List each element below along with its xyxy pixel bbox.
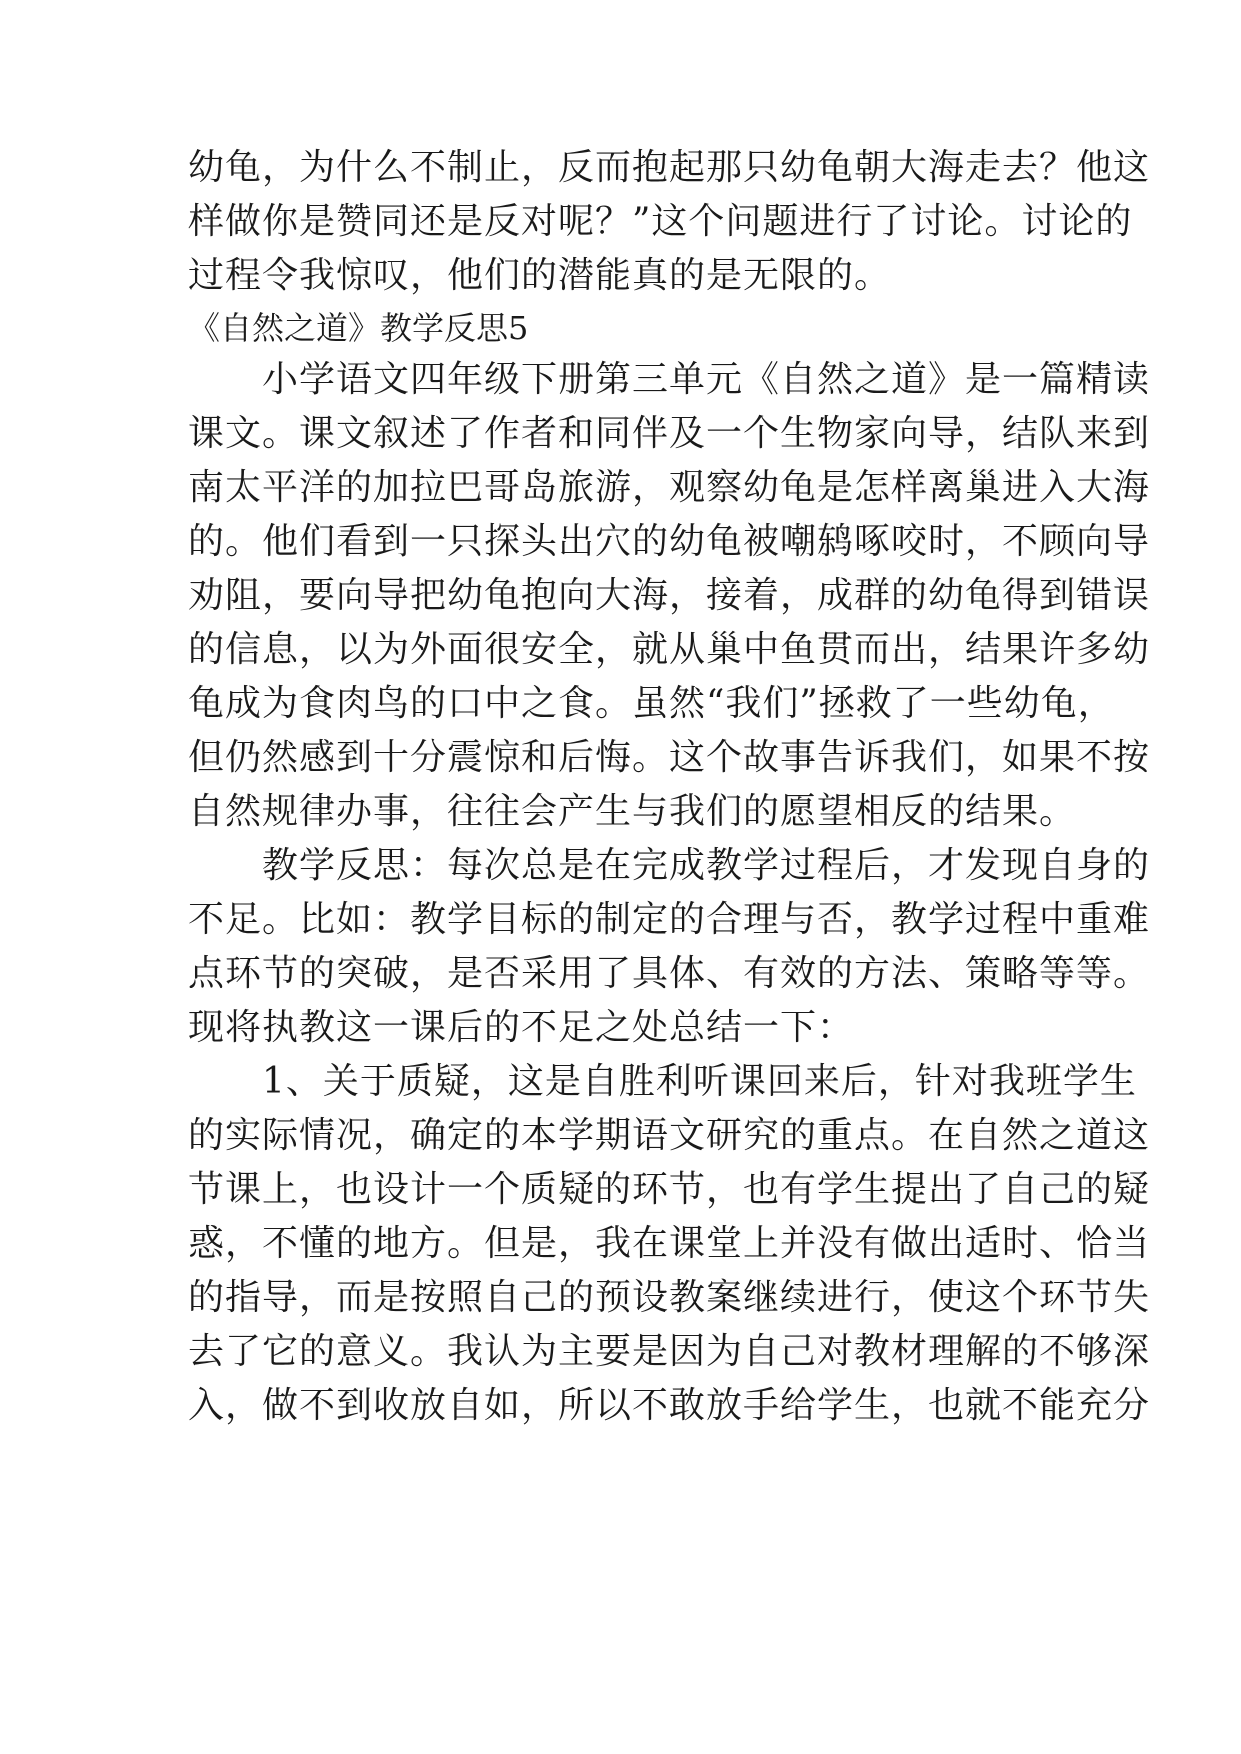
text-line: 自然规律办事，往往会产生与我们的愿望相反的结果。 — [188, 791, 1077, 832]
text-line: 幼龟，为什么不制止，反而抱起那只幼龟朝大海走去？他这 — [188, 147, 1151, 188]
text-line: 现将执教这一课后的不足之处总结一下： — [188, 1007, 855, 1048]
text-line: 南太平洋的加拉巴哥岛旅游，观察幼龟是怎样离巢进入大海 — [188, 467, 1151, 508]
text-line: 的指导，而是按照自己的预设教案继续进行，使这个环节失 — [188, 1277, 1151, 1318]
text-line: 过程令我惊叹，他们的潜能真的是无限的。 — [188, 255, 892, 296]
text-line: 课文。课文叙述了作者和同伴及一个生物家向导，结队来到 — [188, 413, 1151, 454]
text-line: 1、关于质疑，这是自胜利听课回来后，针对我班学生 — [188, 1061, 1137, 1102]
text-line: 但仍然感到十分震惊和后悔。这个故事告诉我们，如果不按 — [188, 737, 1151, 778]
text-line: 龟成为食肉鸟的口中之食。虽然“我们”拯救了一些幼龟， — [188, 683, 1115, 724]
text-line: 的实际情况，确定的本学期语文研究的重点。在自然之道这 — [188, 1115, 1151, 1156]
text-line: 的信息，以为外面很安全，就从巢中鱼贯而出，结果许多幼 — [188, 629, 1151, 670]
text-line: 不足。比如：教学目标的制定的合理与否，教学过程中重难 — [188, 899, 1151, 940]
text-line: 入，做不到收放自如，所以不敢放手给学生，也就不能充分 — [188, 1385, 1151, 1426]
text-line: 惑，不懂的地方。但是，我在课堂上并没有做出适时、恰当 — [188, 1223, 1151, 1264]
text-line: 节课上，也设计一个质疑的环节，也有学生提出了自己的疑 — [188, 1169, 1151, 1210]
section-heading: 《自然之道》教学反思5 — [188, 309, 529, 347]
text-line: 小学语文四年级下册第三单元《自然之道》是一篇精读 — [188, 359, 1151, 400]
text-line: 点环节的突破，是否采用了具体、有效的方法、策略等等。 — [188, 953, 1151, 994]
text-line: 的。他们看到一只探头出穴的幼龟被嘲鸫啄咬时，不顾向导 — [188, 521, 1151, 562]
text-line: 去了它的意义。我认为主要是因为自己对教材理解的不够深 — [188, 1331, 1151, 1372]
text-line: 劝阻，要向导把幼龟抱向大海，接着，成群的幼龟得到错误 — [188, 575, 1151, 616]
text-line: 样做你是赞同还是反对呢？”这个问题进行了讨论。讨论的 — [188, 201, 1133, 242]
text-line: 教学反思：每次总是在完成教学过程后，才发现自身的 — [188, 845, 1151, 886]
